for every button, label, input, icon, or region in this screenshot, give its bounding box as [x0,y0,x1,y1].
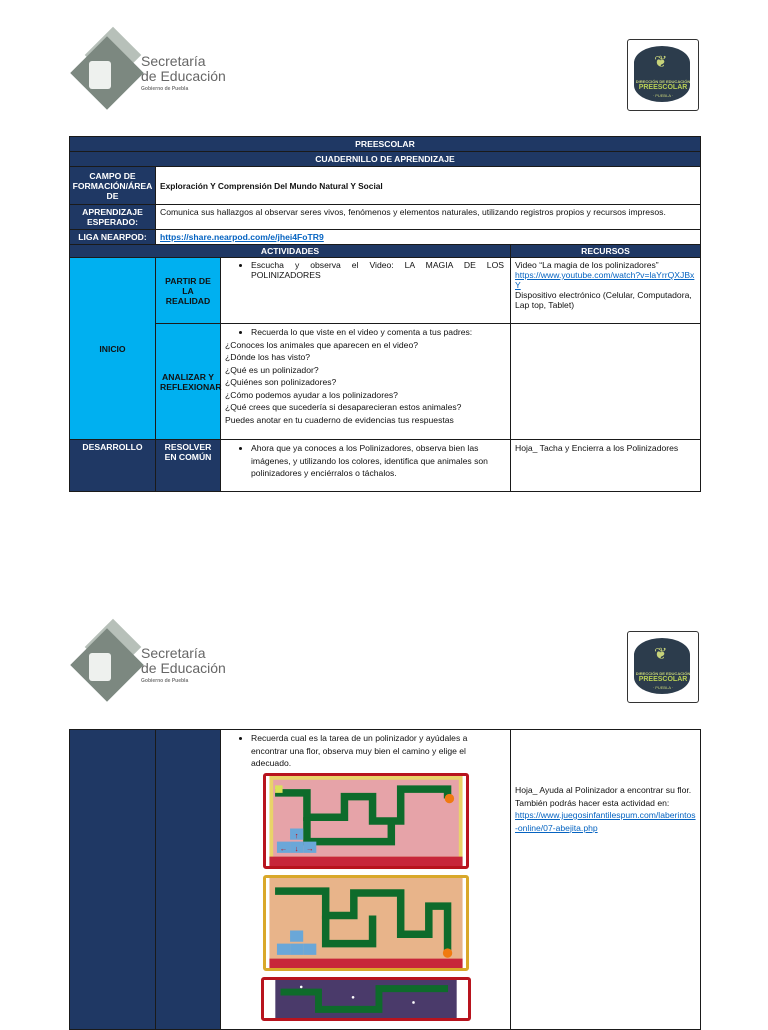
preescolar-badge: ❦ DIRECCIÓN DE EDUCACIÓN PREESCOLAR · PUEBLA · [627,39,699,111]
campo-label: CAMPO DE FORMACIÓN/ÁREA DE [70,167,156,205]
question-4: ¿Quiénes son polinizadores? [225,377,337,387]
partir-activity: • Escucha y observa el Video: LA MAGIA DE LOS POLINIZADORES [251,260,504,280]
maze-activity: • Recuerda cual es la tarea de un polinizador y ayúdales a encontrar una flor, observa muy bien el camino y elige el adecuado. [251,732,506,770]
svg-text:←: ← [279,843,287,853]
svg-text:→: → [305,843,313,853]
question-7: Puedes anotar en tu cuaderno de evidencias tus respuestas [225,414,454,425]
logo-text-secretaria: Secretaría [141,645,206,662]
stage-partir: PARTIR DE LA REALIDAD [156,258,221,324]
stage-cell-empty [156,730,221,1030]
liga-label: LIGA NEARPOD: [70,230,156,245]
juegos-link[interactable]: https://www.juegosinfantilespum.com/laberintos-online/07-abejita.php [515,810,696,833]
maze-image-1 [263,773,469,869]
question-3: ¿Qué es un polinizador? [225,364,319,375]
campo-value: Exploración Y Comprensión Del Mundo Natural Y Social [156,167,701,205]
analizar-bullet: • Recuerda lo que viste en el video y comenta a tus padres: [251,326,506,339]
diamond-emblem-icon [69,35,145,111]
question-2: ¿Dónde los has visto? [225,352,311,362]
partir-rec-video: Video “La magia de los polinizadores” [515,260,659,270]
stage-resolver: RESOLVER EN COMÚN [156,440,221,492]
question-5: ¿Cómo podemos ayudar a los polinizadores? [225,389,398,400]
col-recursos: RECURSOS [511,245,701,258]
resolver-activity: • Ahora que ya conoces a los Polinizadores, observa bien las imágenes, y utilizando los colores, identifica que animales son polinizadores y enciérralos o táchalos. [251,442,506,480]
logo-text-gobierno: Gobierno de Puebla [141,677,189,684]
question-1: ¿Conoces los animales que aparecen en el video? [225,339,419,350]
logo-text-educacion: de Educación [141,659,226,676]
svg-text:↓: ↓ [294,843,298,853]
logo-text-educacion: de Educación [141,67,226,84]
preescolar-badge-page2: ❦ DIRECCIÓN DE EDUCACIÓN PREESCOLAR · PUEBLA · [627,631,699,703]
resolver-rec: Hoja_ Tacha y Encierra a los Polinizadores [511,440,701,492]
svg-text:↑: ↑ [294,830,298,840]
col-actividades: ACTIVIDADES [70,245,511,258]
logo-text-gobierno: Gobierno de Puebla [141,85,189,92]
youtube-link[interactable]: https://www.youtube.com/watch?v=laYrrQXJBxY [515,270,695,290]
aprendizaje-value: Comunica sus hallazgos al observar seres vivos, fenómenos y elementos naturales, utilizando registros propios y recursos impresos. [156,205,701,230]
aprendizaje-label: APRENDIZAJE ESPERADO: [70,205,156,230]
logo-text-secretaria: Secretaría [141,53,206,70]
learning-table [69,136,701,492]
phase-cell-empty [70,730,156,1030]
phase-inicio: INICIO [70,258,156,440]
nearpod-link[interactable]: https://share.nearpod.com/e/jhei4FoTR9 [160,232,324,242]
plant-book-icon: ❦ [654,54,668,71]
maze-rec-text: Hoja_ Ayuda al Polinizador a encontrar su flor. También podrás hacer esta actividad en: [515,785,692,808]
plant-book-icon: ❦ [654,646,668,663]
maze-image-3 [261,977,471,1021]
stage-analizar: ANALIZAR Y REFLEXIONAR [156,324,221,440]
secretaria-logo-page2 [69,627,226,703]
secretaria-logo [69,35,226,111]
diamond-emblem-icon [69,627,145,703]
phase-desarrollo: DESARROLLO [70,440,156,492]
partir-rec-device: Dispositivo electrónico (Celular, Computadora, Lap top, Tablet) [515,290,692,310]
question-6: ¿Qué crees que sucedería si desaparecieran estos animales? [225,402,462,412]
table-title-cuadernillo: CUADERNILLO DE APRENDIZAJE [70,152,701,167]
learning-table-page2 [69,729,701,1030]
maze-image-2 [263,875,469,971]
table-title-preescolar: PREESCOLAR [70,137,701,152]
